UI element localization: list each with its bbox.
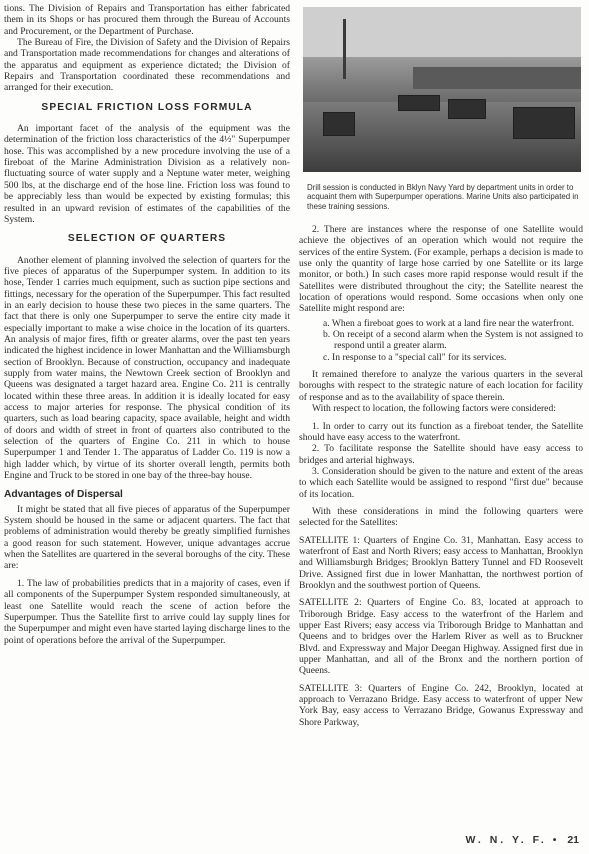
heading-selection-of-quarters: SELECTION OF QUARTERS <box>67 233 227 245</box>
list-item: a. When a fireboat goes to work at a land fire near the waterfront. <box>323 317 575 329</box>
quarters-paragraph: Another element of planning involved the selection of quarters for the five pieces of apparatus of the Superpumper system. In addition to its hose, Tender 1 carries much equipment, such as suction pipe sections and fittings, necessary for the operation of the Superpumper. This fact resulted in an early decision to house these two pieces in the same quarters. The fact that there is only one Superpumper to serve the entire city made it especially important to make a wise choice in the location of its quarters. An analysis of major fires, fifth or greater alarms, over the past ten years indicated the highest incidence in lower Manhattan and the Williamsburgh section of Brooklyn. Because of construction, occupancy and inadequate supply from water mains, the Newtown Creek section of Brooklyn and Queens was designated a target hazard area. Engine Co. 211 is centrally located within these three areas. In addition it is ideally located for easy access to major arteries for response. The physical condition of its quarters, such as load bearing capacity, space available, height and width of doors and width of street in front of quarters also contributed to the selection of the quarters of Engine Co. 211 in which to house Superpumper 1 and Tender 1. The apparatus of Ladder Co. 119 is now a high ladder which, by virtue of its shorter overall length, permits both Engine and Truck to be stored in one bay of the three-bay house. <box>4 254 290 482</box>
point-2-paragraph: 2. There are instances where the response of one Satellite would achieve the objectives of an operation which would not require the services of the entire System. (For example, perhaps a decision is made to use only the quantity of large hose carried by one Satellite or its large monitor, or both.) In such cases more rapid response would result if the Satellites were distributed throughout the city; the Satellite nearest the location of operations would respond. Some occasions when only one Satellite might respond are: <box>299 224 583 315</box>
photo-caption: Drill session is conducted in Bklyn Navy Yard by department units in order to acquaint them with Superpumper operations. Marine Units also participated in these training sessions. <box>307 183 579 211</box>
analyze-paragraph: It remained therefore to analyze the various quarters in the several boroughs with respect to the strategic nature of each location for facility of response and as to the availability of space therein. <box>299 369 583 403</box>
photo-fire-truck <box>323 112 355 136</box>
photo-pier-shed <box>413 67 581 89</box>
page-number: 21 <box>567 834 579 846</box>
friction-paragraph: An important facet of the analysis of the equipment was the determination of the friction loss characteristics of the 4½" Superpumper hose. This was accomplished by a new procedure involving the use of a fireboat of the Marine Administration Division as a relatively non-fluctuating source of water supply and a Neptune water meter, weighing 500 lbs, at the discharge end of the hose line. Friction loss was found to be appreciably less than would be expected by existing formulas; this resulted in an upward revision of estimates of the capabilities of the System. <box>4 123 290 225</box>
factor-3: 3. Consideration should be given to the nature and extent of the areas to which each Satellite would be assigned to respond "first due" because of its location. <box>299 465 583 500</box>
photo-fire-truck <box>513 107 575 139</box>
publication-name: W. N. Y. F. <box>465 834 547 846</box>
photo-fire-truck <box>398 95 440 111</box>
drill-session-photo <box>303 7 581 172</box>
left-column <box>4 3 290 646</box>
photo-fire-truck <box>448 99 486 119</box>
factor-2: 2. To facilitate response the Satellite should have easy access to bridges and arterial highways. <box>299 443 583 466</box>
photo-mast <box>343 19 346 79</box>
selected-intro: With these considerations in mind the following quarters were selected for the Satellites: <box>299 505 583 529</box>
satellite-1-paragraph: SATELLITE 1: Quarters of Engine Co. 31, Manhattan. Easy access to waterfront of East and North Rivers; easy access to Manhattan, Brooklyn and Williamsburgh Bridges; Brooklyn Battery Tunnel and FD Roosevelt Drive. Assigned first due in lower Manhattan, the northwest portion of Brooklyn and the southwest portion of Queens. <box>299 534 583 591</box>
factors-intro: With respect to location, the following factors were considered: <box>312 403 556 415</box>
intro-continued-paragraph: tions. The Division of Repairs and Transportation has either fabricated them in its Shops or has procured them through the Bureau of Accounts and Procurement, or the Department of Purchase. <box>4 3 290 37</box>
satellite-2-paragraph: SATELLITE 2: Quarters of Engine Co. 83, located at approach to Triborough Bridge. Easy access to the waterfront of the Harlem and upper East Rivers; easy access via Triborough Bridge to Manhattan and Queens and to bridges over the Harlem River as well as to Bruckner Blvd. and Expressway and Major Deegan Highway. Assigned first due in upper Manhattan, and all of the Bronx and the northern portion of Queens. <box>299 597 583 677</box>
list-item: b. On receipt of a second alarm when the System is not assigned to respond until a greater alarm. <box>323 329 583 352</box>
factor-1: 1. In order to carry out its function as a fireboat tender, the Satellite should have easy access to the waterfront. <box>299 420 583 443</box>
heading-friction-loss: SPECIAL FRICTION LOSS FORMULA <box>41 101 253 113</box>
dispersal-paragraph: It might be stated that all five pieces of apparatus of the Superpumper System should be housed in the same or adjacent quarters. The fact that problems of administration would thereby be greatly simplified furnishes a good reason for such statement. However, unique advantages accrue when the Satellites are quartered in the several boroughs of the city. These are: <box>4 503 290 572</box>
right-column <box>299 224 583 728</box>
list-item: c. In response to a "special call" for its services. <box>323 351 507 363</box>
page-footer <box>466 834 579 846</box>
footer-bullet: • <box>552 834 560 846</box>
satellite-3-paragraph: SATELLITE 3: Quarters of Engine Co. 242, Brooklyn, located at approach to Verrazano Bridge. Easy access to waterfront of upper New York Bay, easy access to Verrazano Bridge, Gowanus Expressway and Shore Parkway, <box>299 682 583 728</box>
response-cases-list <box>299 318 583 363</box>
heading-advantages-of-dispersal: Advantages of Dispersal <box>4 489 123 501</box>
point-1-paragraph: 1. The law of probabilities predicts that in a majority of cases, even if all components of the Superpumper System responded simultaneously, at least one Satellite would reach the scene of action before the Superpumper. Thus the Satellite first to arrive could lay supply lines for the Superpumper and might even have started laying discharge lines to the point of operations before the arrival of the Superpumper. <box>4 577 290 646</box>
bureau-paragraph: The Bureau of Fire, the Division of Safety and the Division of Repairs and Transportation made recommendations for changes and alterations of the apparatus and equipment as experience dictated; the Division of Repairs and Transportation coordinated these recommendations and arranged for their execution. <box>4 37 290 94</box>
